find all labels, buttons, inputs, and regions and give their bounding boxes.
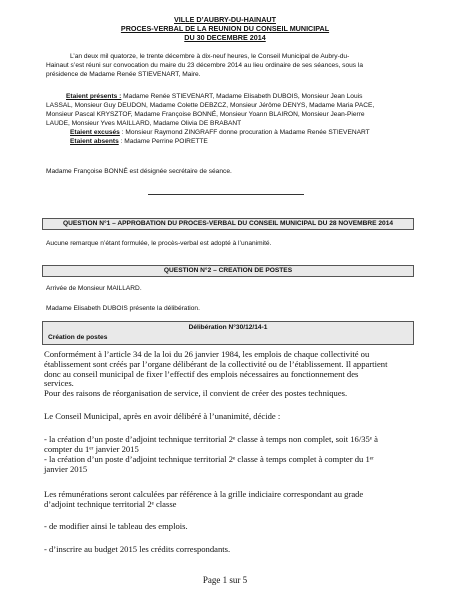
- section-divider: [148, 194, 304, 195]
- presenter-note: Madame Elisabeth DUBOIS présente la délibération.: [46, 305, 200, 312]
- body-p3-line-2: d’adjoint technique territorial 2ᵉ classe: [44, 499, 177, 509]
- attendance-present-line-4: LAUDE, Monsieur Yves MAILLARD, Madame Olivia DE BRABANT: [46, 120, 242, 127]
- body-p3-line-1: Les rémunérations seront calculées par référence à la grille indiciaire correspondant au grade: [44, 489, 364, 499]
- body-p1-line-2: établissement sont créés par l’organe délibérant de la collectivité ou de l’établissement. Il appartient: [44, 359, 388, 369]
- attendance-excused: [70, 128, 420, 137]
- question-1-text: Aucune remarque n’étant formulée, le procès-verbal est adopté à l’unanimité.: [46, 240, 272, 247]
- body-p1-line-4: services.: [44, 378, 74, 388]
- intro-line-2: Hainaut s’est réuni sur convocation du maire du 23 décembre 2014 au lieu ordinaire de ses séances, sous la: [46, 62, 364, 69]
- excused-text: : Monsieur Raymond ZINGRAFF donne procuration à Madame Renée STIEVENART: [119, 129, 370, 136]
- body-p1-line-3: donc au conseil municipal de fixer l’effectif des emplois nécessaires au fonctionnement des: [44, 369, 359, 379]
- attendance-present-line-2: LASSAL, Monsieur Guy DEUDON, Madame Colette DEBZCZ, Monsieur Jérôme DENYS, Madame Maria PACE,: [46, 102, 375, 109]
- page-number: Page 1 sur 5: [202, 575, 248, 585]
- deliberation-number: Délibération N°30/12/14-1: [188, 324, 268, 331]
- bullet-2-line-1: - la création d’un poste d’adjoint technique territorial 2ᵉ classe à temps complet à compter du 1ᵉʳ: [44, 454, 374, 464]
- bullet-4: - d’inscrire au budget 2015 les crédits correspondants.: [44, 544, 231, 554]
- body-p1-line-1: Conformément à l’article 34 de la loi du 26 janvier 1984, les emplois de chaque collectivité ou: [44, 349, 370, 359]
- question-2-heading: QUESTION N°2 – CREATION DE POSTES: [163, 267, 293, 274]
- body-decision-intro: Le Conseil Municipal, après en avoir délibéré à l’unanimité, décide :: [44, 411, 281, 421]
- bullet-1-line-1: - la création d’un poste d’adjoint technique territorial 2ᵉ classe à temps non complet, soit 16/35ᵉ à: [44, 434, 378, 444]
- excused-label: Etaient excusés: [70, 129, 120, 136]
- question-2-box: [42, 265, 414, 277]
- absent-label: Etaient absents: [70, 138, 119, 145]
- document-title: PROCES-VERBAL DE LA REUNION DU CONSEIL MUNICIPAL: [120, 24, 330, 33]
- bullet-2-line-2: janvier 2015: [44, 464, 88, 474]
- question-1-heading: QUESTION N°1 – APPROBATION DU PROCES-VERBAL DU CONSEIL MUNICIPAL DU 28 NOVEMBRE 2014: [62, 220, 394, 227]
- deliberation-subject: Création de postes: [48, 334, 108, 341]
- arrival-note: Arrivée de Monsieur MAILLARD.: [46, 285, 142, 292]
- intro-line-1: L’an deux mil quatorze, le trente décembre à dix-neuf heures, le Conseil Municipal de Aubry-du-: [70, 53, 350, 60]
- present-label: Etaient présents :: [66, 93, 122, 100]
- secretary-line: Madame Françoise BONNÉ est désignée secrétaire de séance.: [46, 168, 232, 175]
- present-names-1: Madame Renée STIEVENART, Madame Elisabeth DUBOIS, Monsieur Jean Louis: [121, 93, 363, 100]
- attendance-absent: [70, 137, 420, 146]
- meeting-date: DU 30 DECEMBRE 2014: [184, 33, 266, 42]
- body-p1-line-5: Pour des raisons de réorganisation de service, il convient de créer des postes techniques.: [44, 388, 348, 398]
- attendance-present-line-1: [66, 92, 416, 101]
- town-title: VILLE D’AUBRY-DU-HAINAUT: [174, 15, 276, 24]
- bullet-1-line-2: compter du 1ᵉʳ janvier 2015: [44, 444, 139, 454]
- intro-line-3: présidence de Madame Renée STIEVENART, Maire.: [46, 71, 201, 78]
- deliberation-box: [42, 321, 414, 345]
- absent-text: : Madame Perrine POIRETTE: [118, 138, 208, 145]
- question-1-box: [42, 218, 414, 230]
- bullet-3: - de modifier ainsi le tableau des emplois.: [44, 521, 188, 531]
- attendance-present-line-3: Monsieur Pascal KRYSZTOF, Madame Françoise BONNÉ, Monsieur Yoann BLAIRON, Monsieur Jean-Pierre: [46, 111, 365, 118]
